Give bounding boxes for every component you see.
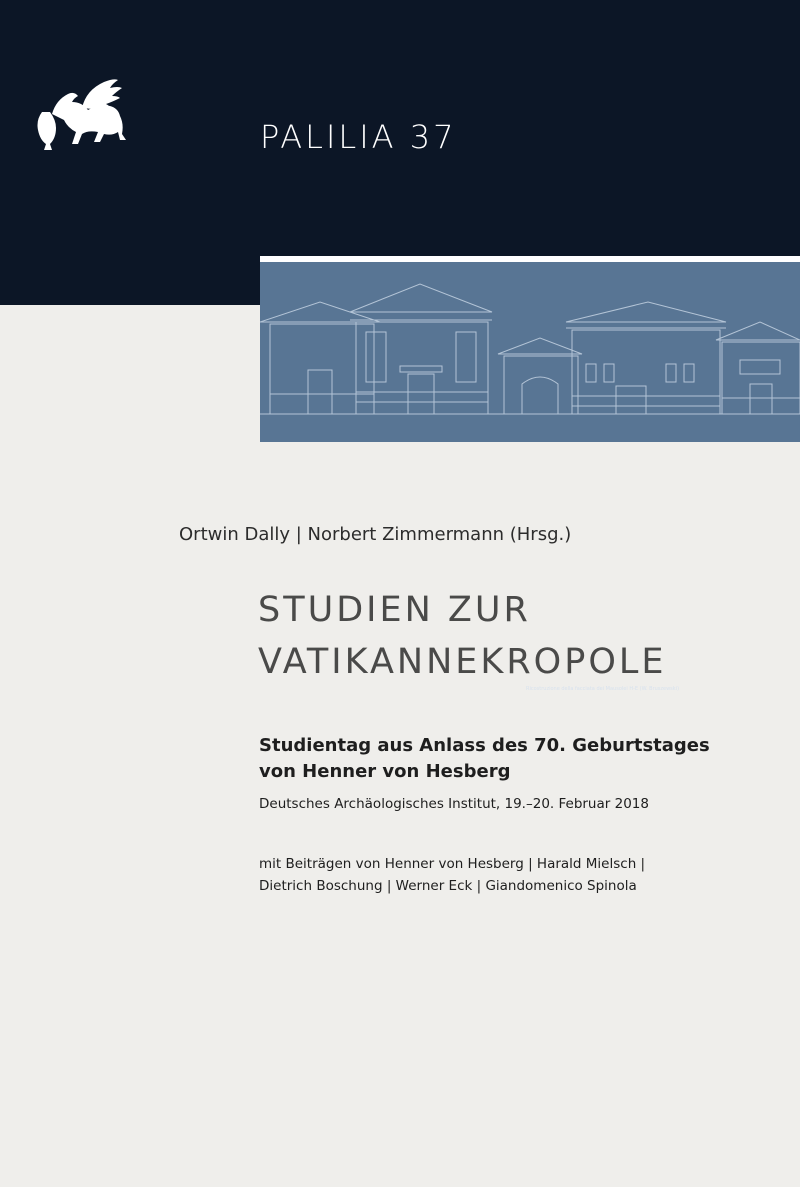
contributors-line-2: Dietrich Boschung | Werner Eck | Giandomenico Spinola	[259, 878, 637, 894]
contributors	[259, 853, 645, 897]
book-title-line-2: VATIKANNEKROPOLE	[258, 642, 667, 682]
event-details: Deutsches Archäologisches Institut, 19.–20. Februar 2018	[259, 796, 649, 812]
book-title-line-1: STUDIEN ZUR	[258, 590, 531, 630]
subtitle-line-2: von Henner von Hesberg	[259, 761, 511, 782]
contributors-line-1: mit Beiträgen von Henner von Hesberg | Harald Mielsch |	[259, 856, 646, 872]
book-subtitle	[259, 733, 710, 785]
illustration-caption: Ricostruzione della facciata dei Mausolei H-E (W. Bruszewski)	[526, 686, 680, 692]
editors: Ortwin Dally | Norbert Zimmermann (Hrsg.)	[179, 524, 572, 545]
series-title: PALILIA 37	[260, 118, 457, 156]
griffin-logo-icon	[30, 78, 130, 158]
subtitle-line-1: Studientag aus Anlass des 70. Geburtstages	[259, 735, 710, 756]
book-title	[258, 584, 666, 688]
mausoleum-facade-drawing	[260, 262, 800, 442]
